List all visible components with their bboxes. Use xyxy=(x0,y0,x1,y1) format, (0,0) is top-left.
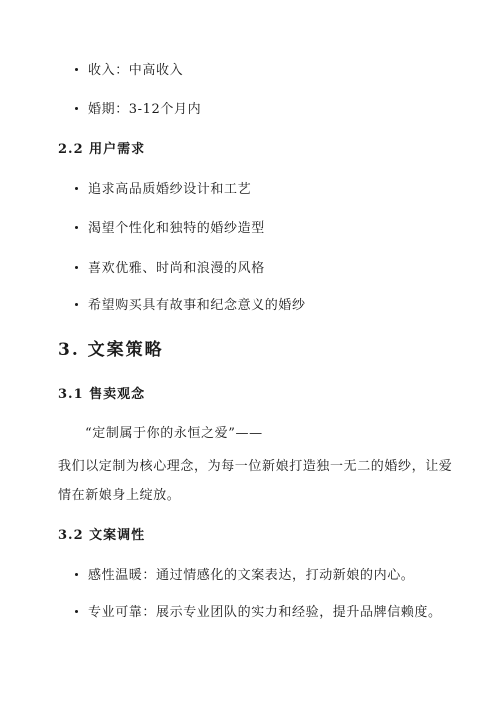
list-item xyxy=(75,293,306,313)
list-item-text: 感性温暖：通过情感化的文案表达，打动新娘的内心。 xyxy=(88,567,415,583)
list-item-text: 喜欢优雅、时尚和浪漫的风格 xyxy=(88,260,265,276)
bullet-icon xyxy=(75,107,78,110)
bullet-icon xyxy=(75,573,78,576)
list-item xyxy=(75,177,251,197)
section-heading-2-2: 2.2 用户需求 xyxy=(58,142,146,157)
bullet-icon xyxy=(75,226,78,229)
list-item xyxy=(75,58,183,78)
list-item-text: 渴望个性化和独特的婚纱造型 xyxy=(88,220,265,236)
list-item-text: 收入：中高收入 xyxy=(88,62,184,78)
list-item xyxy=(75,600,442,620)
bullet-icon xyxy=(75,610,78,613)
section-heading-3: 3. 文案策略 xyxy=(58,340,164,360)
section-heading-3-1: 3.1 售卖观念 xyxy=(58,387,146,402)
bullet-icon xyxy=(75,303,78,306)
bullet-icon xyxy=(75,187,78,190)
list-item xyxy=(75,256,265,276)
list-item xyxy=(75,216,265,236)
list-item-text: 追求高品质婚纱设计和工艺 xyxy=(88,181,252,197)
bullet-icon xyxy=(75,68,78,71)
list-item-text: 希望购买具有故事和纪念意义的婚纱 xyxy=(88,297,306,313)
list-item-text: 婚期：3-12个月内 xyxy=(88,101,202,117)
list-item xyxy=(75,97,201,117)
paragraph-line: 情在新娘身上绽放。 xyxy=(58,488,181,503)
list-item-text: 专业可靠：展示专业团队的实力和经验，提升品牌信赖度。 xyxy=(88,604,442,620)
bullet-icon xyxy=(75,266,78,269)
slogan-quote: “定制属于你的永恒之爱”—— xyxy=(85,426,263,441)
list-item xyxy=(75,563,414,583)
paragraph-line: 我们以定制为核心理念，为每一位新娘打造独一无二的婚纱，让爱 xyxy=(58,459,453,474)
section-heading-3-2: 3.2 文案调性 xyxy=(58,528,146,543)
